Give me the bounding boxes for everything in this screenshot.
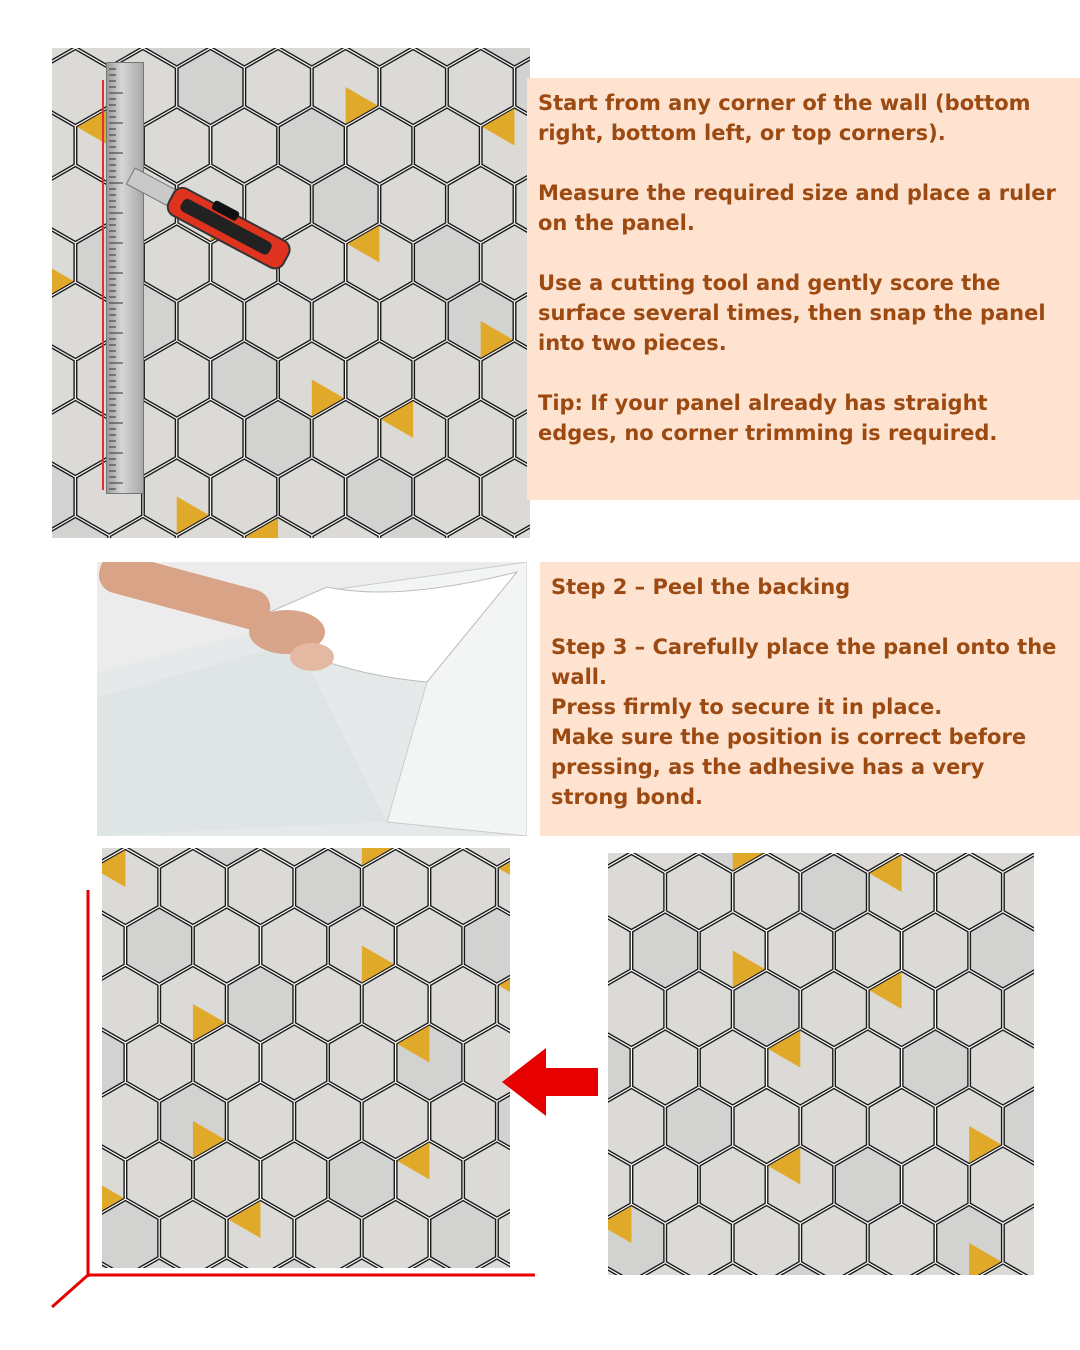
hex-tile (633, 1030, 698, 1105)
hex-tile (246, 50, 311, 125)
hex-tile (700, 1030, 765, 1105)
hex-tile (347, 225, 412, 300)
hex-tile (347, 108, 412, 183)
hex-tile (448, 50, 513, 125)
hex-tile (178, 284, 243, 359)
step-2-text: Step 2 – Peel the backing (551, 575, 851, 599)
hex-tile (903, 1147, 968, 1222)
hex-tile (700, 913, 765, 988)
hex-tile (347, 459, 412, 534)
hex-tile (768, 1147, 833, 1222)
hex-tiles-new (608, 853, 1034, 1275)
hex-tile (903, 913, 968, 988)
hex-tile (869, 1089, 934, 1164)
step-3-text: Step 3 – Carefully place the panel onto the wall. Press firmly to secure it in place. Make sure the position is correct before pressing, as the adhesive has a very strong bond. (551, 635, 1057, 809)
peel-backing-photo (97, 562, 527, 836)
hex-tile (802, 1089, 867, 1164)
instructions-box-2 (540, 562, 1080, 836)
hex-tile (633, 1147, 698, 1222)
hex-tile (734, 972, 799, 1047)
hex-tile (970, 1030, 1034, 1105)
hex-tile (869, 855, 934, 930)
hex-tile (414, 342, 479, 417)
hex-tile (279, 342, 344, 417)
hex-tile (313, 401, 378, 476)
instruction-start-corner: Start from any corner of the wall (bottom right, bottom left, or top corners). (538, 91, 1038, 145)
hex-tile (313, 284, 378, 359)
arrow-left-icon (502, 1048, 598, 1116)
hex-tile (768, 913, 833, 988)
hex-tile (869, 972, 934, 1047)
hex-tile (667, 855, 732, 930)
hex-tile (381, 401, 446, 476)
hex-tile (381, 284, 446, 359)
instruction-measure: Measure the required size and place a ruler on the panel. (538, 181, 1064, 235)
hex-tile (700, 1147, 765, 1222)
hex-tile (633, 913, 698, 988)
hex-tile (178, 50, 243, 125)
hex-tile (279, 459, 344, 534)
hex-tile (970, 1147, 1034, 1222)
hex-tile (448, 167, 513, 242)
hex-tile (667, 972, 732, 1047)
hex-tile (414, 108, 479, 183)
instructions-box-1 (527, 78, 1080, 500)
hex-tile (347, 342, 412, 417)
hex-tile (246, 284, 311, 359)
hex-tile (802, 972, 867, 1047)
hex-tile (212, 459, 277, 534)
hex-tile (802, 855, 867, 930)
measure-line (102, 80, 104, 490)
tile-panel-new (608, 853, 1034, 1275)
hex-tile (734, 855, 799, 930)
hex-tile (734, 1089, 799, 1164)
hex-tile (937, 855, 1002, 930)
hex-tile (144, 342, 209, 417)
hex-tile (414, 225, 479, 300)
hex-tile (835, 1030, 900, 1105)
hex-tile (667, 1089, 732, 1164)
hex-tile (937, 972, 1002, 1047)
hex-tile (313, 167, 378, 242)
wall-corner-lines (40, 885, 540, 1315)
hex-tile (381, 167, 446, 242)
hex-tile (970, 913, 1034, 988)
hex-tile (835, 913, 900, 988)
hex-tile (246, 401, 311, 476)
hex-tile (903, 1030, 968, 1105)
hex-tile (768, 1030, 833, 1105)
utility-knife-icon (115, 160, 305, 290)
instruction-tip: Tip: If your panel already has straight edges, no corner trimming is required. (538, 391, 998, 445)
instruction-cut: Use a cutting tool and gently score the surface several times, then snap the panel into two pieces. (538, 271, 1053, 355)
hex-tile (448, 401, 513, 476)
hex-tile (144, 459, 209, 534)
hex-tile (835, 1147, 900, 1222)
hex-tile (381, 50, 446, 125)
hex-tile (178, 401, 243, 476)
hex-tile (212, 342, 277, 417)
hex-tile (414, 459, 479, 534)
